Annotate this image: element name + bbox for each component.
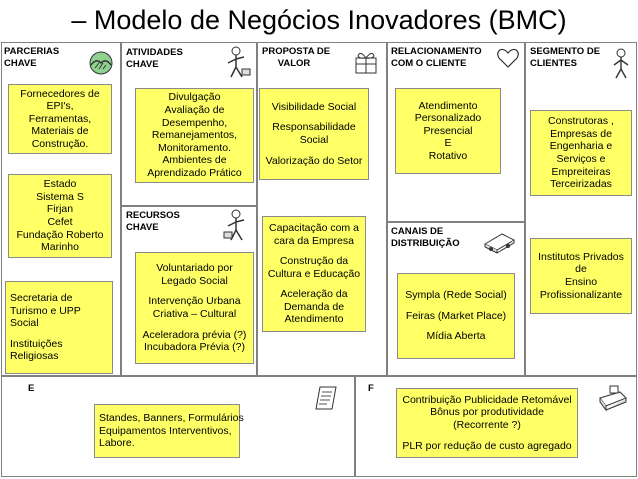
note-visibilidade xyxy=(259,88,369,180)
note-line: Ferramentas, xyxy=(28,112,92,125)
note-sympla xyxy=(397,273,515,359)
note-line: Construtoras , xyxy=(548,115,614,128)
heart-icon xyxy=(496,46,520,70)
note-standes xyxy=(94,404,244,458)
note-line: Religiosas xyxy=(10,350,59,363)
note-line: Terceirizadas xyxy=(550,178,612,191)
note-line: Monitoramento. xyxy=(158,141,231,154)
note-line: Serviços e xyxy=(556,153,606,165)
note-line: Turismo e UPP xyxy=(10,304,81,317)
note-line: Engenharia e xyxy=(549,140,613,153)
note-line: Standes, Banners, Formulários xyxy=(99,412,244,425)
header-recursos: RECURSOS CHAVE xyxy=(126,210,180,233)
note-line: Aprendizado Prático xyxy=(147,166,242,179)
note-line: Capacitação com a xyxy=(269,221,359,234)
note-line: Feiras (Market Place) xyxy=(405,309,507,322)
header-parcerias: PARCERIAS CHAVE xyxy=(4,46,60,69)
note-line: Sistema S xyxy=(36,190,84,203)
worker-icon xyxy=(222,208,252,242)
note-line: Presencial xyxy=(423,124,473,137)
page-title: – Modelo de Negócios Inovadores (BMC) xyxy=(71,5,567,35)
note-line: Mídia Aberta xyxy=(426,330,486,343)
note-line: Institutos Privados xyxy=(538,250,624,263)
note-line: Aceleração da xyxy=(280,288,348,301)
note-line: Atendimento xyxy=(418,99,478,112)
note-line: Remanejamentos, xyxy=(151,129,238,142)
note-line: Demanda de xyxy=(283,300,345,313)
header-canais: CANAIS DE DISTRIBUIÇÃO xyxy=(391,226,460,249)
note-atendimento xyxy=(395,88,501,174)
note-line: E xyxy=(444,137,452,150)
note-line: Contribuição Publicidade Retomável xyxy=(402,393,572,406)
note-line: cara da Empresa xyxy=(274,234,354,247)
gift-icon xyxy=(352,48,380,76)
note-line: Sympla (Rede Social) xyxy=(405,289,507,302)
note-line: Valorização do Setor xyxy=(265,154,363,167)
note-line: Social xyxy=(299,134,329,146)
note-line: Voluntariado por xyxy=(156,262,233,275)
note-line: Divulgação xyxy=(168,91,221,104)
note-line: Marinho xyxy=(41,241,79,254)
note-secretaria xyxy=(5,281,113,374)
note-estado xyxy=(8,174,112,258)
note-line: Rotativo xyxy=(428,149,468,162)
note-line: Incubadora Prévia (?) xyxy=(144,341,245,354)
handshake-icon xyxy=(86,48,116,78)
header-relacionamento: RELACIONAMENTO COM O CLIENTE xyxy=(391,46,482,69)
note-line: Equipamentos Interventivos, xyxy=(99,424,232,437)
note-line: Cultura e Educação xyxy=(267,267,361,280)
note-construtoras xyxy=(530,110,632,196)
note-line: Responsabilidade xyxy=(272,121,356,134)
note-line: Materiais de xyxy=(31,125,89,138)
note-divulgacao xyxy=(135,88,254,183)
section-segmento-clientes xyxy=(525,42,637,376)
note-line: Empreiteiras xyxy=(551,165,611,178)
note-contribuicao xyxy=(396,388,578,458)
note-line: Construção da xyxy=(279,255,349,268)
note-line: Profissionalizante xyxy=(539,288,623,301)
note-line: Desempenho, xyxy=(161,116,228,129)
receipt-icon xyxy=(312,384,340,412)
header-atividades: ATIVIDADES CHAVE xyxy=(126,47,183,70)
note-line: Intervenção Urbana xyxy=(148,295,241,308)
note-line: Fundação Roberto xyxy=(16,228,104,241)
note-voluntariado xyxy=(135,252,254,364)
note-line: Construção. xyxy=(31,137,89,150)
note-line: Atendimento xyxy=(284,313,344,326)
note-line: PLR por redução de custo agregado xyxy=(402,439,572,452)
note-line: Ensino xyxy=(564,276,598,288)
header-receitas: F xyxy=(368,383,374,394)
note-line: Aceleradora prévia (?) xyxy=(142,328,247,341)
note-line: Empresas de xyxy=(550,127,612,140)
header-segmento: SEGMENTO DE CLIENTES xyxy=(530,46,601,69)
note-line: Visibilidade Social xyxy=(271,100,357,113)
note-line: Criativa – Cultural xyxy=(152,308,237,320)
note-line: Fornecedores de xyxy=(20,87,100,100)
note-line: de xyxy=(575,263,587,276)
note-line: Bônus por produtividade xyxy=(430,406,544,419)
note-institutos xyxy=(530,238,632,314)
note-capacitacao xyxy=(262,216,366,332)
note-line: Secretaria de xyxy=(10,292,73,305)
note-line: Cefet xyxy=(47,216,73,228)
note-line: Instituições xyxy=(10,337,63,350)
note-line: EPI's, xyxy=(46,100,74,113)
note-line: Estado xyxy=(43,178,77,191)
note-line: (Recorrente ?) xyxy=(453,419,521,431)
note-line: Social xyxy=(10,317,39,330)
person-icon xyxy=(610,48,632,80)
note-line: Labore. xyxy=(99,437,135,450)
truck-icon xyxy=(482,228,518,254)
worker-icon xyxy=(222,45,252,79)
note-line: Firjan xyxy=(46,203,74,216)
header-proposta: PROPOSTA DE VALOR xyxy=(262,46,331,69)
note-line: Avaliação de xyxy=(164,104,225,117)
cash-register-icon xyxy=(596,384,630,412)
note-fornecedores xyxy=(8,84,112,154)
note-line: Personalizado xyxy=(414,112,482,125)
note-line: Ambientes de xyxy=(162,154,227,167)
header-custos: E xyxy=(28,383,35,394)
note-line: Legado Social xyxy=(161,274,228,287)
